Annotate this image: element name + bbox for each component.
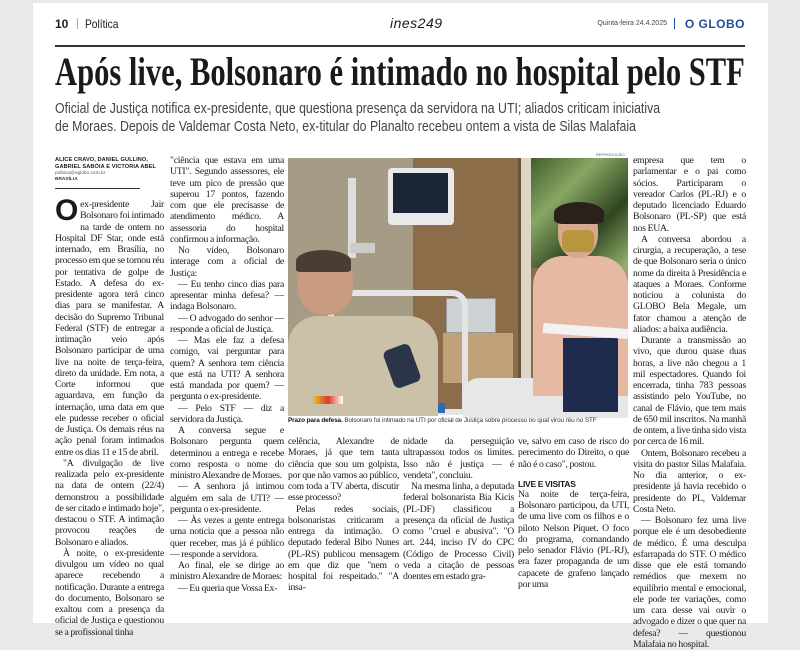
paragraph: — Mas ele faz a defesa comigo, vai perguntar para quem? A senhora tem ciência que está na UTI? A senhora está mandada por quem? — pergunta o ex-presidente. — [170, 335, 284, 403]
divider — [77, 18, 78, 29]
paragraph: "ciência que estava em uma UTI". Segundo assessores, ele teve um pico de pressão que superou 17 pontos, fazendo com que ele precisasse de atendimento médico. A assessoria do hospital confirmou a informação. — [170, 155, 284, 245]
byline-location: BRASÍLIA — [55, 177, 78, 182]
paragraph: nidade da perseguição ultrapassou todos os limites. Isso não é justiça — é vendeta", concluiu. — [403, 436, 514, 481]
byline-email: politica@oglobo.com.br — [55, 171, 106, 176]
caption-text: Bolsonaro foi intimado na UTI por oficial de Justiça sobre processo no qual virou réu no STF — [344, 417, 597, 424]
photo-credit: REPRODUÇÃO — [596, 152, 625, 157]
byline-authors: ALICE CRAVO, DANIEL GULLINO, GABRIEL SABÓIA E VICTORIA ABEL — [55, 157, 157, 170]
paragraph: ve, salvo em caso de risco do perecimento do Direito, o que não é o caso", postou. — [518, 436, 629, 470]
article-column-1 — [55, 194, 164, 638]
paragraph: — O advogado do senhor — responde a oficial de Justiça. — [170, 312, 284, 335]
watermark: ines249 — [390, 15, 443, 31]
article-column-5 — [518, 436, 629, 612]
paragraph: — Pelo STF — diz a servidora da Justiça. — [170, 402, 284, 425]
patient-hair — [296, 250, 351, 272]
photo-caption — [288, 417, 628, 424]
article-column-2 — [170, 155, 284, 612]
paragraph: — Às vezes a gente entrega uma notícia que a pessoa não quer receber, mas já é público — responde a servidora. — [170, 515, 284, 560]
paragraph: Na noite de terça-feira, Bolsonaro participou, da UTI, de uma live com os filhos e o piloto Nelson Piquet. O foco do programa, comandando pelo senador Flávio (PL-RJ), era fazer propaganda de um capacete de grafeno lançado por uma — [518, 488, 629, 590]
officer-bag — [563, 338, 618, 412]
article-column-3 — [288, 436, 399, 612]
paragraph: empresa que tem o parlamentar e o pai como sócios. Participaram o vereador Carlos (PL-RJ) e o deputado licenciado Eduardo Bolsonaro (PL-SP) que está nos EUA. — [633, 155, 746, 234]
subheadline: Oficial de Justiça notifica ex-presidente, que questiona presença da servidora na UTI; aliados criticam iniciativa de Moraes. Depois de Valdemar Costa Neto, ex-titular do Planalto recebeu ontem a vista de Silas Malafaia — [55, 100, 661, 135]
paragraph: À noite, o ex-presidente divulgou um vídeo no qual aparece recebendo a notificação. Durante a entrega do documento, Bolsonaro se exaltou com a presença da oficial de Justiça e questionou se a profissional tinha — [55, 547, 164, 638]
paragraph: celência, Alexandre de Moraes, já que tem tanta ciência que sou um golpista, por que não vamos ao público, com toda a TV aberta, discutir esse processo? — [288, 436, 399, 504]
byline — [55, 157, 165, 189]
drop-cap: O — [55, 194, 79, 227]
paragraph: — Bolsonaro fez uma live porque ele é um desobediente de médico. É uma desculpa esfarrapada do STF. O médico disse que ele está tomando remédios que mexem no equilíbrio mental e emocional, ele pode ter variações, como um cara desse vai ouvir o advogado e dizer o que quer na defesa? — questionou Malafaia no hospital. — [633, 515, 746, 650]
newspaper-logo: O GLOBO — [684, 17, 745, 31]
section-label: Política — [85, 17, 119, 31]
headline: Após live, Bolsonaro é intimado no hospital pelo STF — [55, 49, 745, 94]
divider — [674, 18, 675, 29]
face-mask — [562, 230, 594, 252]
paragraph: — Eu tenho cinco dias para apresentar minha defesa? — indaga Bolsonaro. — [170, 278, 284, 313]
article-column-4 — [403, 436, 514, 612]
section-subhead: LIVE E VISITAS — [518, 478, 576, 489]
byline-rule — [55, 188, 140, 189]
paragraph-text: ex-presidente Jair Bolsonaro foi intimado na tarde de ontem no Hospital DF Star, onde está internado, em Brasília, no processo em que se tornou réu por tentativa de golpe de Estado. A defesa do ex-presidente agora terá cinco dias para se manifestar. A decisão do Supremo Tribunal Federal (STF) de entregar a intimação veio após Bolsonaro participar de uma live na noite de terça-feira, direto da unidade. Em nota, a Corte informou que aguardava, em função da internação, uma data em que ele pudesse receber o oficial de Justiça. Os demais réus na ação penal foram intimados entre os dias 11 e 15 de abril. — [55, 199, 164, 458]
paragraph: Pelas redes sociais, bolsonaristas criticaram a entrega da intimação. O deputado federal Bibo Nunes (PL-RS) publicou mensagem em que diz que "nem o hospital foi respeitado." "A insa- — [288, 503, 399, 594]
paragraph — [55, 194, 164, 458]
paragraph: No vídeo, Bolsonaro interage com a oficial de Justiça: — [170, 245, 284, 279]
paragraph: "A divulgação de live realizada pelo ex-presidente na data de ontem (22/4) demonstrou a possibilidade de ser citado e intimado hoje", destacou o STF. A intimação provocou reações de Bolsonaro e aliados. — [55, 457, 164, 548]
officer-hair — [554, 202, 604, 224]
header-rule — [55, 45, 745, 47]
article-photo — [288, 158, 628, 412]
paragraph: Na mesma linha, a deputada federal bolsonarista Bia Kicis (PL-DF) classificou a presença da oficial de Justiça como "cruel e abusiva". "O art. 244, inciso IV do CPC (Código de Processo Civil) veda a citação de pessoas doentes em estado gra- — [403, 481, 514, 582]
page-number: 10 — [55, 17, 69, 31]
caption-title: Prazo para defesa. — [288, 417, 343, 424]
page-header — [55, 17, 745, 33]
paragraph: A conversa segue e Bolsonaro pergunta quem determinou a entrega e recebe como resposta o nome do ministro Alexandre de Moraes. — [170, 425, 284, 481]
paragraph: Ontem, Bolsonaro recebeu a visita do pastor Silas Malafaia. No dia anterior, o ex-presidente já havia recebido o presidente do PL, Valdemar Costa Neto. — [633, 447, 746, 515]
article-column-6 — [633, 155, 746, 650]
paragraph: — A senhora já intimou alguém em sala de UTI? — pergunta o ex-presidente. — [170, 481, 284, 515]
issue-date: Quinta-feira 24.4.2025 — [597, 20, 667, 27]
wristbands — [313, 396, 343, 404]
paragraph: Ao final, ele se dirige ao ministro Alexandre de Moraes: — [170, 560, 284, 583]
paragraph: Durante a transmissão ao vivo, que durou quase duas horas, a live não chegou a 1 mil espectadores. Quando foi encerrada, tinha 783 pessoas assistindo pelo YouTube, no canal de Flávio, que tem mais de 650 mil inscritos. Na manhã de ontem, a live tinha sido vista por cerca de 16 mil. — [633, 335, 746, 448]
monitor-screen — [393, 173, 448, 213]
paragraph: — Eu queria que Vossa Ex- — [178, 582, 278, 594]
paragraph: A conversa abordou a cirurgia, a recuperação, a tese de que Bolsonaro seria o único nome da direita à Presidência e ataques a Moraes. Conforme noticiou a colunista do GLOBO Bela Megale, um fator chamou a atenção de aliados: a baixa audiência. — [633, 233, 746, 335]
